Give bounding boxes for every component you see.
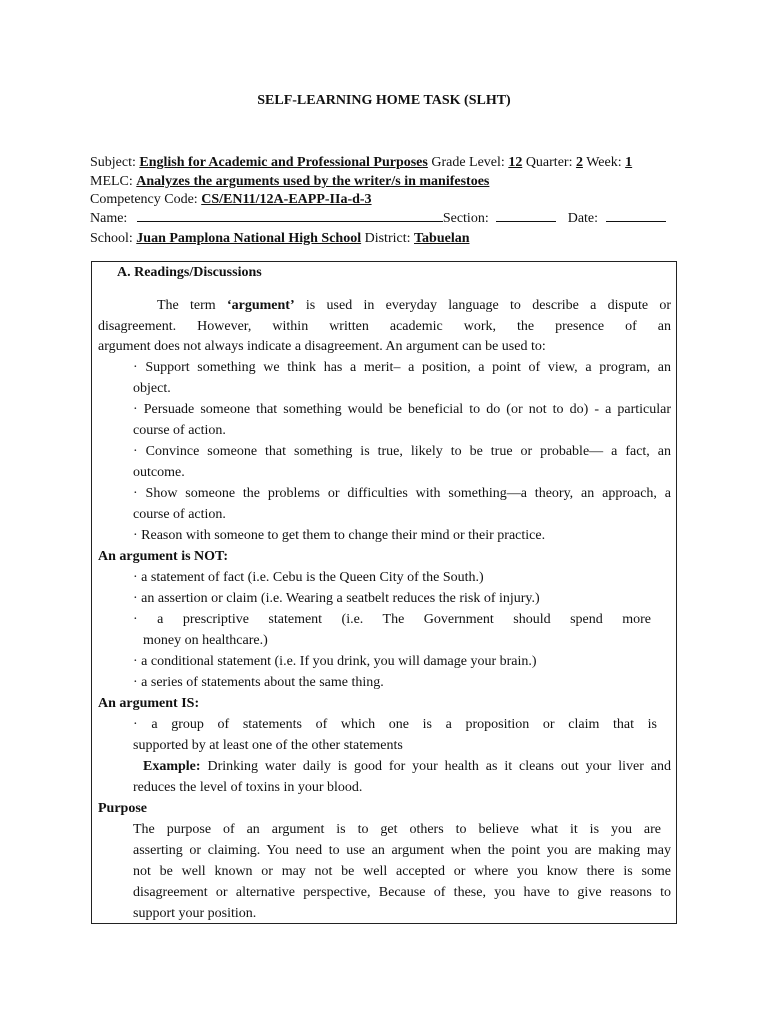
use-item: · Persuade someone that something would be beneficial to do (or not to do) - a particular <box>133 402 671 417</box>
use-item: · Convince someone that something is true, likely to be true or probable— a fact, an <box>133 444 671 459</box>
subject-label: Subject: <box>90 155 136 170</box>
example-text: Drinking water daily is good for your health as it cleans out your liver and <box>200 759 671 774</box>
competency-label: Competency Code: <box>90 192 198 207</box>
week-value: 1 <box>625 155 633 170</box>
is-item: · a group of statements of which one is a proposition or claim that is <box>133 717 657 732</box>
purpose-line: disagreement or alternative perspective, Because of these, you have to give reasons to <box>133 885 671 900</box>
district-value: Tabuelan <box>414 231 470 246</box>
name-line <box>90 209 690 228</box>
purpose-line: support your position. <box>133 906 257 921</box>
date-label: Date: <box>567 211 599 226</box>
competency-value: CS/EN11/12A-EAPP-IIa-d-3 <box>201 192 372 207</box>
argument-term: ‘argument’ <box>226 298 295 313</box>
purpose-line: The purpose of an argument is to get others to believe what it is you are <box>133 822 661 837</box>
school-label: School: <box>90 231 133 246</box>
competency-line <box>90 191 690 209</box>
document-title: SELF-LEARNING HOME TASK (SLHT) <box>257 93 511 108</box>
subject-value: English for Academic and Professional Purposes <box>139 155 428 170</box>
intro-line-2: disagreement. However, within written academic work, the presence of an <box>98 319 671 334</box>
readings-box <box>91 261 677 924</box>
subject-line <box>90 154 690 172</box>
example-label: Example: <box>143 759 201 774</box>
is-item-cont: supported by at least one of the other statements <box>133 738 403 753</box>
purpose-line: not be well known or may not be well accepted or where you know there is some <box>133 864 671 879</box>
grade-label: Grade Level: <box>431 155 505 170</box>
use-item: · Reason with someone to get them to change their mind or their practice. <box>133 528 546 543</box>
intro-line-3: argument does not always indicate a disagreement. An argument can be used to: <box>98 339 546 354</box>
use-item: · Support something we think has a merit– a position, a point of view, a program, an <box>133 360 671 375</box>
intro-text: The term <box>157 298 227 313</box>
melc-value: Analyzes the arguments used by the writer/s in manifestoes <box>136 174 490 189</box>
not-heading: An argument is NOT: <box>98 549 229 564</box>
not-item: · a series of statements about the same thing. <box>133 675 384 690</box>
use-item: · Show someone the problems or difficulties with something—a theory, an approach, a <box>133 486 671 501</box>
melc-line <box>90 173 690 191</box>
intro-line-1 <box>157 297 671 315</box>
use-item-cont: object. <box>133 381 171 396</box>
date-field[interactable] <box>606 209 666 222</box>
quarter-label: Quarter: <box>525 155 573 170</box>
intro-text: is used in everyday language to describe a dispute or <box>294 298 672 313</box>
grade-value: 12 <box>508 155 523 170</box>
section-label: Section: <box>442 211 489 226</box>
quarter-value: 2 <box>575 155 583 170</box>
school-line <box>90 230 690 248</box>
not-item: · a statement of fact (i.e. Cebu is the Queen City of the South.) <box>133 570 484 585</box>
example-line-1 <box>143 758 671 776</box>
use-item-cont: outcome. <box>133 465 185 480</box>
purpose-line: asserting or claiming. You need to use an argument when the point you are making may <box>133 843 671 858</box>
district-label: District: <box>364 231 411 246</box>
not-item: · a prescriptive statement (i.e. The Government should spend more <box>133 612 651 627</box>
purpose-heading: Purpose <box>98 801 147 816</box>
section-field[interactable] <box>496 209 556 222</box>
readings-heading: A. Readings/Discussions <box>117 265 262 280</box>
is-heading: An argument IS: <box>98 696 200 711</box>
not-item: · a conditional statement (i.e. If you drink, you will damage your brain.) <box>133 654 537 669</box>
melc-label: MELC: <box>90 174 133 189</box>
not-item-cont: money on healthcare.) <box>143 633 268 648</box>
use-item-cont: course of action. <box>133 423 226 438</box>
use-item-cont: course of action. <box>133 507 226 522</box>
name-label: Name: <box>90 211 128 226</box>
name-field[interactable] <box>137 209 443 222</box>
week-label: Week: <box>586 155 622 170</box>
school-value: Juan Pamplona National High School <box>136 231 362 246</box>
not-item: · an assertion or claim (i.e. Wearing a seatbelt reduces the risk of injury.) <box>133 591 540 606</box>
example-line-2: reduces the level of toxins in your blood. <box>133 780 363 795</box>
